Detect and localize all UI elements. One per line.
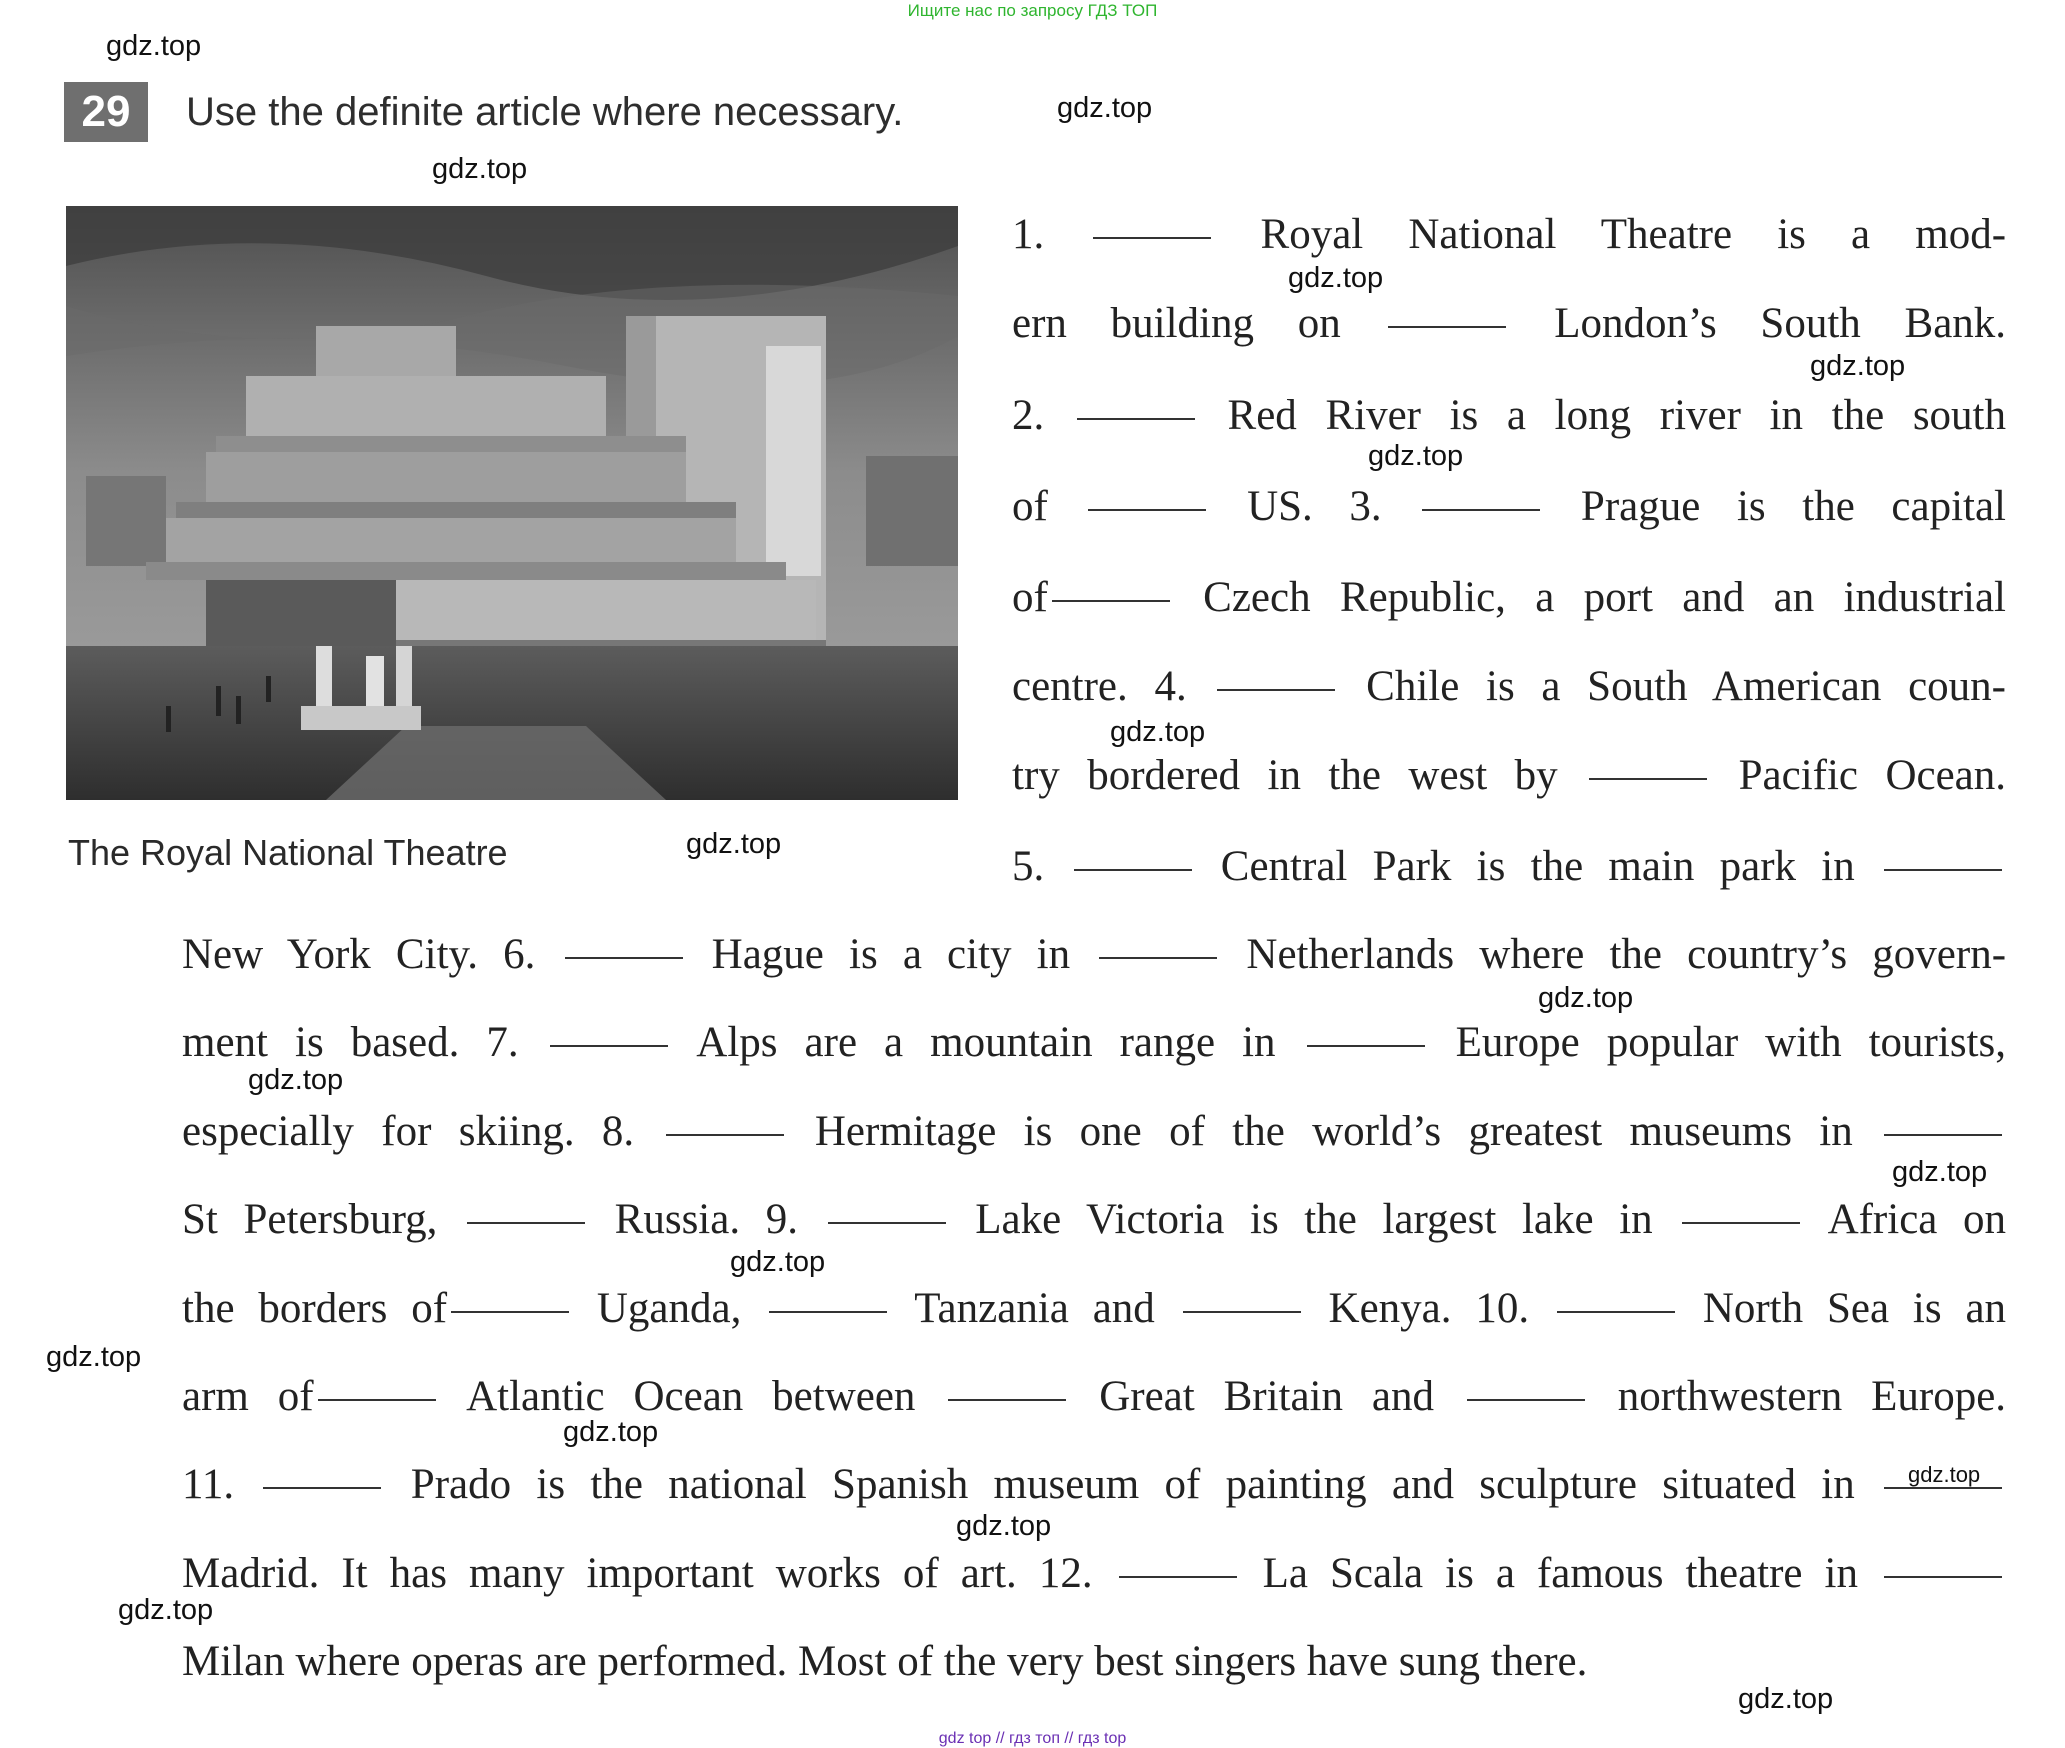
exercise-number: 29 xyxy=(64,82,148,142)
watermark: gdz.top xyxy=(1057,92,1153,124)
text-line-6: centre. 4. Chile is a South American coun- xyxy=(1012,663,2006,710)
watermark: gdz.top xyxy=(1538,982,1634,1014)
answer-blank[interactable] xyxy=(666,1134,784,1136)
answer-blank[interactable] xyxy=(1077,418,1195,420)
answer-blank[interactable] xyxy=(1467,1399,1585,1401)
watermark: gdz.top xyxy=(1810,350,1906,382)
watermark: gdz.top xyxy=(106,30,202,62)
answer-blank[interactable] xyxy=(1307,1045,1425,1047)
answer-blank[interactable] xyxy=(1557,1311,1675,1313)
photo-caption: The Royal National Theatre xyxy=(68,832,508,873)
answer-blank[interactable] xyxy=(1589,778,1707,780)
text-line-15: 11. Prado is the national Spanish museum of painting and sculpture situated in xyxy=(182,1463,2006,1506)
text-line-10: ment is based. 7. Alps are a mountain range in Europe popular with tourists, xyxy=(182,1019,2006,1066)
watermark: gdz.top xyxy=(1892,1156,1988,1188)
text-line-8: 5. Central Park is the main park in xyxy=(1012,845,2006,888)
text-line-14: arm of Atlantic Ocean between Great Britain and northwestern Europe. xyxy=(182,1373,2007,1420)
answer-blank[interactable] xyxy=(1682,1222,1800,1224)
watermark: gdz.top xyxy=(1288,262,1384,294)
answer-blank[interactable] xyxy=(1884,1134,2002,1136)
text-line-12: St Petersburg, Russia. 9. Lake Victoria is the largest lake in Africa on xyxy=(182,1196,2007,1243)
text-line-3: 2. Red River is a long river in the south xyxy=(1012,392,2006,439)
answer-blank[interactable] xyxy=(263,1487,381,1489)
watermark: gdz.top xyxy=(432,153,528,185)
watermark: gdz.top xyxy=(248,1064,344,1096)
answer-blank[interactable] xyxy=(1119,1576,1237,1578)
watermark: gdz.top xyxy=(730,1246,826,1278)
text-line-11: especially for skiing. 8. Hermitage is one of the world’s greatest museums in xyxy=(182,1110,2006,1153)
answer-blank[interactable] xyxy=(318,1399,436,1401)
answer-blank[interactable] xyxy=(467,1222,585,1224)
text-line-7: try bordered in the west by Pacific Ocean. xyxy=(1012,752,2007,799)
answer-blank[interactable] xyxy=(550,1045,668,1047)
answer-blank[interactable] xyxy=(1217,689,1335,691)
answer-blank[interactable] xyxy=(451,1311,569,1313)
answer-blank[interactable] xyxy=(1422,509,1540,511)
answer-blank[interactable] xyxy=(1183,1311,1301,1313)
answer-blank[interactable] xyxy=(1884,869,2002,871)
watermark: gdz.top xyxy=(563,1416,659,1448)
answer-blank[interactable] xyxy=(1088,509,1206,511)
text-line-4: of US. 3. Prague is the capital xyxy=(1012,483,2007,530)
watermark: gdz.top xyxy=(1110,716,1206,748)
text-line-1: 1. Royal National Theatre is a mod- xyxy=(1012,211,2007,258)
theatre-illustration xyxy=(66,206,958,800)
royal-national-theatre-photo xyxy=(66,206,958,800)
answer-blank[interactable] xyxy=(948,1399,1066,1401)
text-line-17: Milan where operas are performed. Most of the very best singers have sung there. xyxy=(182,1638,1588,1685)
watermark: gdz.top xyxy=(686,828,782,860)
answer-blank[interactable] xyxy=(1074,869,1192,871)
text-line-5: of Czech Republic, a port and an industrial xyxy=(1012,574,2006,621)
watermark: gdz.top xyxy=(118,1594,214,1626)
watermark: gdz.top xyxy=(1908,1462,1981,1487)
watermark: gdz.top xyxy=(1738,1683,1834,1715)
text-line-9: New York City. 6. Hague is a city in Netherlands where the country’s govern- xyxy=(182,931,2007,978)
watermark: gdz.top xyxy=(1368,440,1464,472)
watermark: gdz.top xyxy=(46,1341,142,1373)
answer-blank[interactable] xyxy=(1388,326,1506,328)
footer-links[interactable]: gdz top // гдз топ // гдз top xyxy=(938,1730,1127,1747)
answer-blank[interactable] xyxy=(565,957,683,959)
answer-blank[interactable] xyxy=(769,1311,887,1313)
top-banner[interactable]: Ищите нас по запросу ГДЗ ТОП xyxy=(907,1,1158,20)
text-line-16: Madrid. It has many important works of art. 12. La Scala is a famous theatre in xyxy=(182,1552,2006,1595)
answer-blank[interactable] xyxy=(828,1222,946,1224)
answer-blank[interactable] xyxy=(1884,1576,2002,1578)
watermark: gdz.top xyxy=(956,1510,1052,1542)
answer-blank[interactable] xyxy=(1093,237,1211,239)
exercise-instruction: Use the definite article where necessary. xyxy=(186,90,904,134)
answer-blank[interactable] xyxy=(1052,600,1170,602)
answer-blank[interactable] xyxy=(1099,957,1217,959)
text-line-2: ern building on London’s South Bank. xyxy=(1012,300,2007,347)
text-line-13: the borders of Uganda, Tanzania and Kenya. 10. North Sea is an xyxy=(182,1285,2007,1332)
